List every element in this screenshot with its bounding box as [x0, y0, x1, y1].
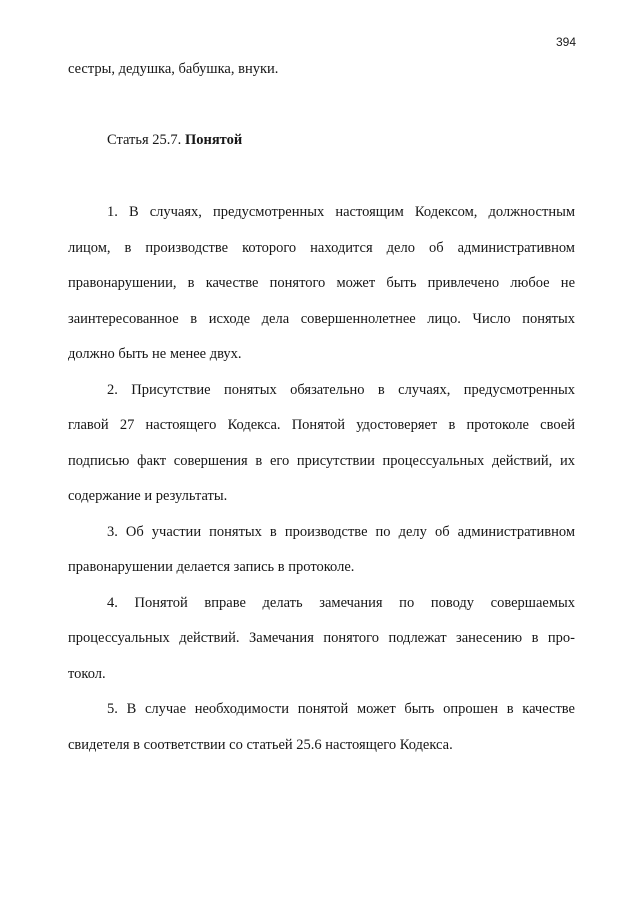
paragraph-2 [68, 373, 575, 515]
paragraph-1 [68, 195, 575, 373]
paragraph-line: токол. [68, 665, 106, 682]
paragraph-line: лицом, в производстве которого находится дело об административном [68, 239, 575, 256]
paragraph-line: правонарушении делается запись в протоколе. [68, 559, 355, 575]
paragraph-line: 4. Понятой вправе делать замечания по поводу совершаемых [107, 594, 575, 611]
paragraph-3 [68, 515, 575, 586]
article-number: Статья 25.7. [107, 132, 182, 148]
paragraph-line: 3. Об участии понятых в производстве по делу об административном [107, 523, 575, 540]
paragraph-line: должно быть не менее двух. [68, 346, 242, 362]
paragraph-line: 5. В случае необходимости понятой может быть опрошен в качестве [107, 701, 575, 717]
paragraph-line: содержание и результаты. [68, 488, 228, 504]
paragraph-4 [68, 586, 575, 693]
article-body [68, 195, 575, 763]
paragraph-line: подписью факт совершения в его присутствии процессуальных действий, их [68, 452, 575, 469]
paragraph-line: главой 27 настоящего Кодекса. Понятой удостоверяет в протоколе своей [68, 417, 575, 433]
paragraph-line: процессуальных действий. Замечания понятого подлежат занесению в про- [68, 630, 575, 646]
article-title: Понятой [184, 132, 243, 148]
paragraph-line: 1. В случаях, предусмотренных настоящим Кодексом, должностным [107, 204, 575, 220]
paragraph-line: заинтересованное в исходе дела совершеннолетнее лицо. Число понятых [68, 310, 575, 327]
carryover-text-line: сестры, дедушка, бабушка, внуки. [68, 61, 279, 77]
article-heading [107, 123, 242, 159]
paragraph-line: 2. Присутствие понятых обязательно в случаях, предусмотренных [107, 381, 575, 398]
paragraph-line: правонарушении, в качестве понятого может быть привлечено любое не [68, 275, 575, 291]
page-number: 394 [555, 35, 576, 49]
paragraph-5 [68, 692, 575, 763]
paragraph-line: свидетеля в соответствии со статьей 25.6 настоящего Кодекса. [68, 736, 453, 753]
